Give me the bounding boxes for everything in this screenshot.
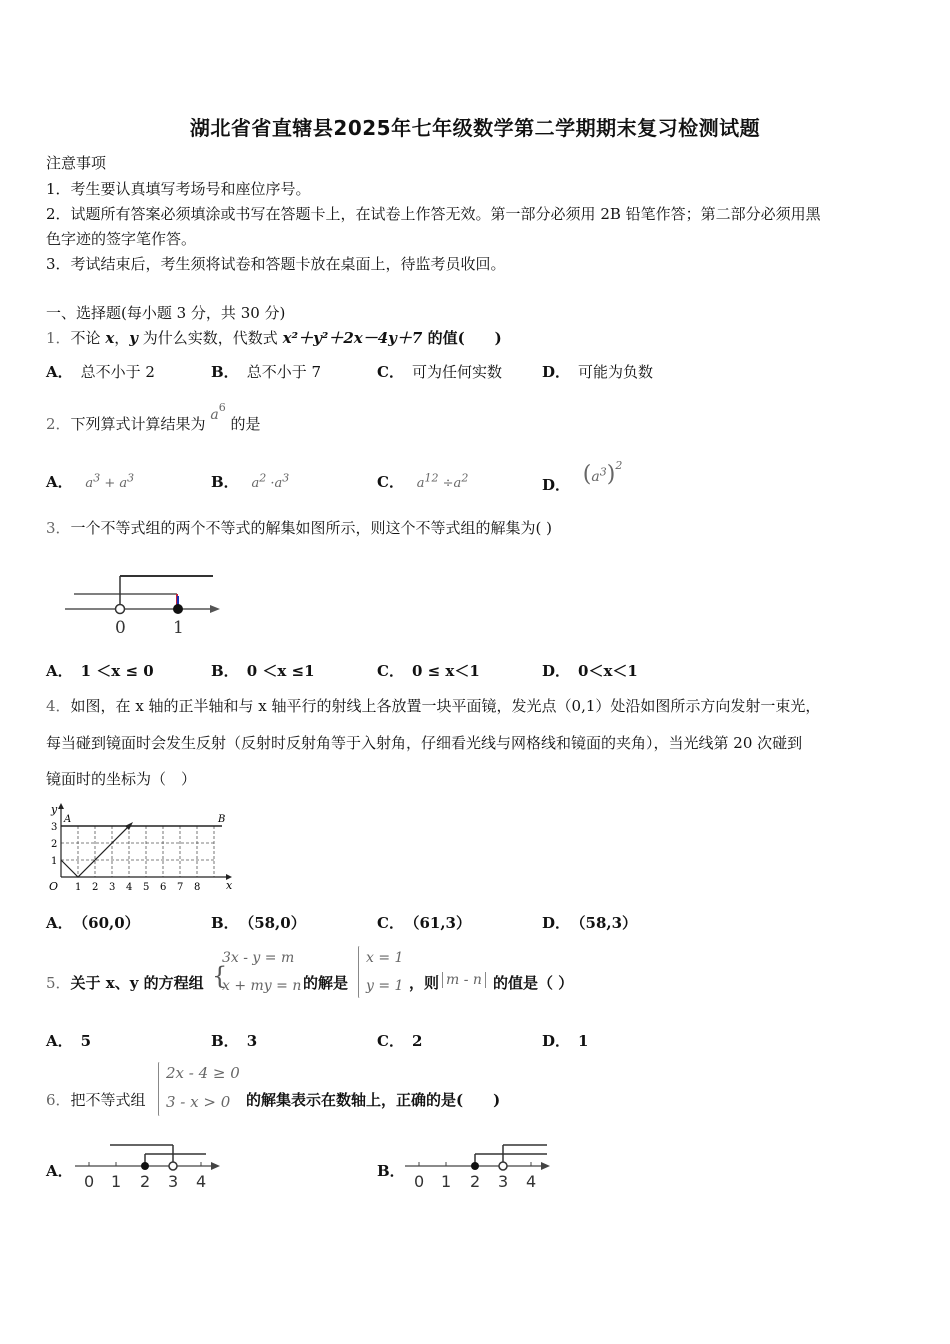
q4-option-d[interactable]: D． （58,3） <box>542 914 638 932</box>
q5-text-a: 关于 x、y 的方程组 <box>70 974 204 992</box>
q5-text-d: 的值是（ ） <box>493 974 574 992</box>
q4-y-tick-3: 3 <box>51 822 58 833</box>
question-number: 6． <box>46 1091 71 1109</box>
q3-text: 一个不等式组的两个不等式的解集如图所示，则这个不等式组的解集为( ) <box>70 519 553 537</box>
q4-grid-figure <box>46 803 246 895</box>
svg-text:4: 4 <box>526 1172 537 1191</box>
section-heading: 一、选择题(每小题 3 分，共 30 分) <box>46 304 286 322</box>
svg-text:3: 3 <box>168 1172 179 1191</box>
question-1 <box>46 327 502 348</box>
q4-x-tick-4: 4 <box>126 882 133 893</box>
q4-option-c[interactable]: C． （61,3） <box>377 914 471 932</box>
q5-brace: { <box>212 962 228 990</box>
svg-text:4: 4 <box>196 1172 207 1191</box>
q6-system-ineq-1: 2x - 4 ≥ 0 <box>166 1064 240 1082</box>
q3-open-dot <box>116 605 125 614</box>
q2-text-b: 的是 <box>230 415 261 433</box>
q5-system-eq-1: 3x - y = m <box>222 950 295 966</box>
q5-abs-expr: m - n <box>442 972 486 988</box>
q3-axis-arrow <box>210 605 220 613</box>
question-number: 3． <box>46 519 71 537</box>
question-2 <box>46 401 261 434</box>
q4-y-label: y <box>51 803 58 816</box>
q3-option-c[interactable]: C． 0 ≤ x＜1 <box>377 662 480 680</box>
svg-text:1: 1 <box>111 1172 122 1191</box>
q2-power-exp: 6 <box>218 401 226 414</box>
page-title: 湖北省省直辖县2025年七年级数学第二学期期末复习检测试题 <box>189 116 761 140</box>
q4-point-b: B <box>218 814 226 825</box>
q1-text-b: 为什么实数，代数式 <box>138 329 283 347</box>
notice-heading: 注意事项 <box>46 154 107 172</box>
q5-text-b: 的解是 <box>303 974 349 992</box>
q4-origin-label: O <box>49 880 59 893</box>
q4-point-a: A <box>64 814 72 825</box>
q1-option-a[interactable]: A． 总不小于 2 <box>46 363 155 381</box>
q1-comma: ， <box>114 329 130 347</box>
q5-system-eq-2: x + my = n <box>222 978 302 994</box>
q4-x-tick-6: 6 <box>160 882 167 893</box>
q4-x-tick-8: 8 <box>194 882 201 893</box>
q5-solution-x: x = 1 <box>366 950 404 966</box>
q5-sol-brace <box>358 946 361 998</box>
question-5-intro <box>46 972 204 993</box>
q6-brace <box>158 1062 161 1116</box>
q5-option-c[interactable]: C． 2 <box>377 1032 423 1050</box>
q5-option-a[interactable]: A． 5 <box>46 1032 92 1050</box>
q3-number-line-figure <box>60 570 230 640</box>
q1-var-y: y <box>129 329 139 347</box>
q4-x-tick-2: 2 <box>92 882 99 893</box>
q1-option-d[interactable]: D． 可能为负数 <box>542 363 654 381</box>
notice-item-1: 1．考生要认真填写考场号和座位序号。 <box>46 180 311 198</box>
q4-y-tick-2: 2 <box>51 839 58 850</box>
question-6-intro <box>46 1089 146 1110</box>
q2-option-c[interactable]: C． $a^{12} \div a^2$ <box>377 471 469 491</box>
q6-option-b-label[interactable]: B． <box>377 1162 405 1180</box>
question-number: 1． <box>46 329 71 347</box>
q4-x-tick-5: 5 <box>143 882 150 893</box>
q4-option-a[interactable]: A． （60,0） <box>46 914 140 932</box>
question-number: 4． <box>46 697 71 715</box>
q2-option-a[interactable]: A． $a^3 + a^3$ <box>46 471 135 491</box>
q1-option-b[interactable]: B． 总不小于 7 <box>211 363 321 381</box>
q3-option-b[interactable]: B． 0 ＜x ≤1 <box>211 662 315 680</box>
q1-text-c: 的值( ) <box>422 329 502 347</box>
question-4 <box>46 695 820 716</box>
question-number: 2． <box>46 415 71 433</box>
q4-line-3: 镜面时的坐标为（ ） <box>46 770 197 788</box>
svg-text:2: 2 <box>140 1172 151 1191</box>
q6-option-a-label[interactable]: A． <box>46 1162 73 1180</box>
question-number: 5． <box>46 974 71 992</box>
q1-text-a: 不论 <box>70 329 106 347</box>
q3-option-a[interactable]: A． 1 ＜x ≤ 0 <box>46 662 154 680</box>
q5-option-d[interactable]: D． 1 <box>542 1032 589 1050</box>
q3-option-d[interactable]: D． 0＜x＜1 <box>542 662 638 680</box>
q4-option-b[interactable]: B． （58,0） <box>211 914 306 932</box>
q6-text-b: 的解集表示在数轴上，正确的是( ) <box>246 1091 501 1109</box>
q6-text-a: 把不等式组 <box>70 1091 146 1109</box>
q4-x-tick-7: 7 <box>177 882 184 893</box>
q2-option-d[interactable]: D． $(a^3)^2$ <box>542 459 623 494</box>
q1-var-x: x <box>105 329 115 347</box>
q1-expression: x²＋y²＋2x－4y＋7 <box>282 329 423 347</box>
question-3 <box>46 517 552 538</box>
svg-text:2: 2 <box>470 1172 481 1191</box>
q4-x-tick-1: 1 <box>75 882 82 893</box>
notice-item-2: 2．试题所有答案必须填涂或书写在答题卡上，在试卷上作答无效。第一部分必须用 2B 铅笔作答；第二部分必须用黑 <box>46 205 821 223</box>
q2-text-a: 下列算式计算结果为 <box>70 415 206 433</box>
svg-text:0: 0 <box>414 1172 425 1191</box>
q5-option-b[interactable]: B． 3 <box>211 1032 258 1050</box>
q6-system-ineq-2: 3 - x > 0 <box>166 1093 231 1111</box>
q2-option-b[interactable]: B． $a^2 \cdot a^3$ <box>211 471 290 491</box>
q4-line-2: 每当碰到镜面时会发生反射（反射时反射角等于入射角，仔细看光线与网格线和镜面的夹角），当光线第 20 次碰到 <box>46 734 803 752</box>
q6-option-a-number-line[interactable] <box>70 1138 230 1192</box>
q3-tick-0: 0 <box>115 618 126 638</box>
notice-item-3: 3．考试结束后，考生须将试卷和答题卡放在桌面上，待监考员收回。 <box>46 255 506 273</box>
q5-solution-y: y = 1 <box>366 978 404 994</box>
svg-text:3: 3 <box>498 1172 509 1191</box>
q4-line-1: 如图，在 x 轴的正半轴和与 x 轴平行的射线上各放置一块平面镜，发光点（0,1）处沿如图所示方向发射一束光， <box>70 697 821 715</box>
q5-text-c: ，则 <box>409 974 440 992</box>
q6-option-b-number-line[interactable] <box>400 1138 560 1192</box>
q4-x-label: x <box>226 879 233 892</box>
q3-closed-dot <box>173 604 183 614</box>
svg-text:0: 0 <box>84 1172 95 1191</box>
svg-text:1: 1 <box>441 1172 452 1191</box>
q1-option-c[interactable]: C． 可为任何实数 <box>377 363 502 381</box>
notice-item-2-cont: 色字迹的签字笔作答。 <box>46 230 197 248</box>
q4-x-tick-3: 3 <box>109 882 116 893</box>
q2-power-base: a <box>210 407 219 423</box>
q4-y-tick-1: 1 <box>51 856 58 867</box>
q3-tick-1: 1 <box>173 618 184 638</box>
